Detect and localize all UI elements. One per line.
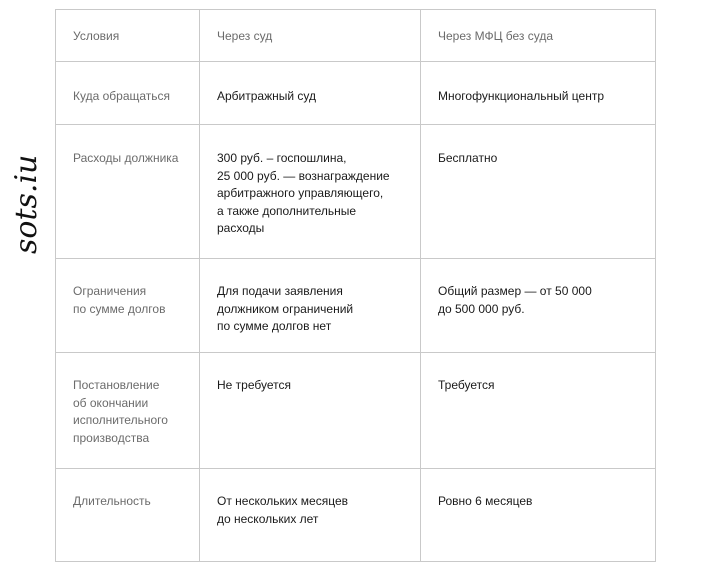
table-header-row: [56, 10, 656, 62]
watermark-logo: [6, 150, 50, 260]
row-label-decree: Постановление об окончании исполнительного производства: [56, 353, 200, 469]
cell-mfc-duration: Ровно 6 месяцев: [421, 469, 656, 562]
table-row: [56, 259, 656, 353]
cell-court-duration: От нескольких месяцев до нескольких лет: [200, 469, 421, 562]
cell-mfc-decree: Требуется: [421, 353, 656, 469]
cell-court-decree: Не требуется: [200, 353, 421, 469]
cell-mfc-where: Многофункциональный центр: [421, 62, 656, 125]
cell-court-where: Арбитражный суд: [200, 62, 421, 125]
svg-text:sots.iu: sots.iu: [9, 154, 44, 254]
row-label-limits: Ограничения по сумме долгов: [56, 259, 200, 353]
watermark-handwriting: [6, 150, 50, 260]
cell-mfc-costs: Бесплатно: [421, 125, 656, 259]
table-row: [56, 125, 656, 259]
header-via-mfc: Через МФЦ без суда: [421, 10, 656, 62]
table-row: [56, 469, 656, 562]
header-conditions: Условия: [56, 10, 200, 62]
table-row: [56, 62, 656, 125]
cell-court-costs: 300 руб. – госпошлина, 25 000 руб. — вознаграждение арбитражного управляющего, а также дополнительные расходы: [200, 125, 421, 259]
row-label-costs: Расходы должника: [56, 125, 200, 259]
table-row: [56, 353, 656, 469]
row-label-duration: Длительность: [56, 469, 200, 562]
header-via-court: Через суд: [200, 10, 421, 62]
comparison-table: [55, 9, 656, 562]
cell-court-limits: Для подачи заявления должником ограничений по сумме долгов нет: [200, 259, 421, 353]
row-label-where: Куда обращаться: [56, 62, 200, 125]
cell-mfc-limits: Общий размер — от 50 000 до 500 000 руб.: [421, 259, 656, 353]
